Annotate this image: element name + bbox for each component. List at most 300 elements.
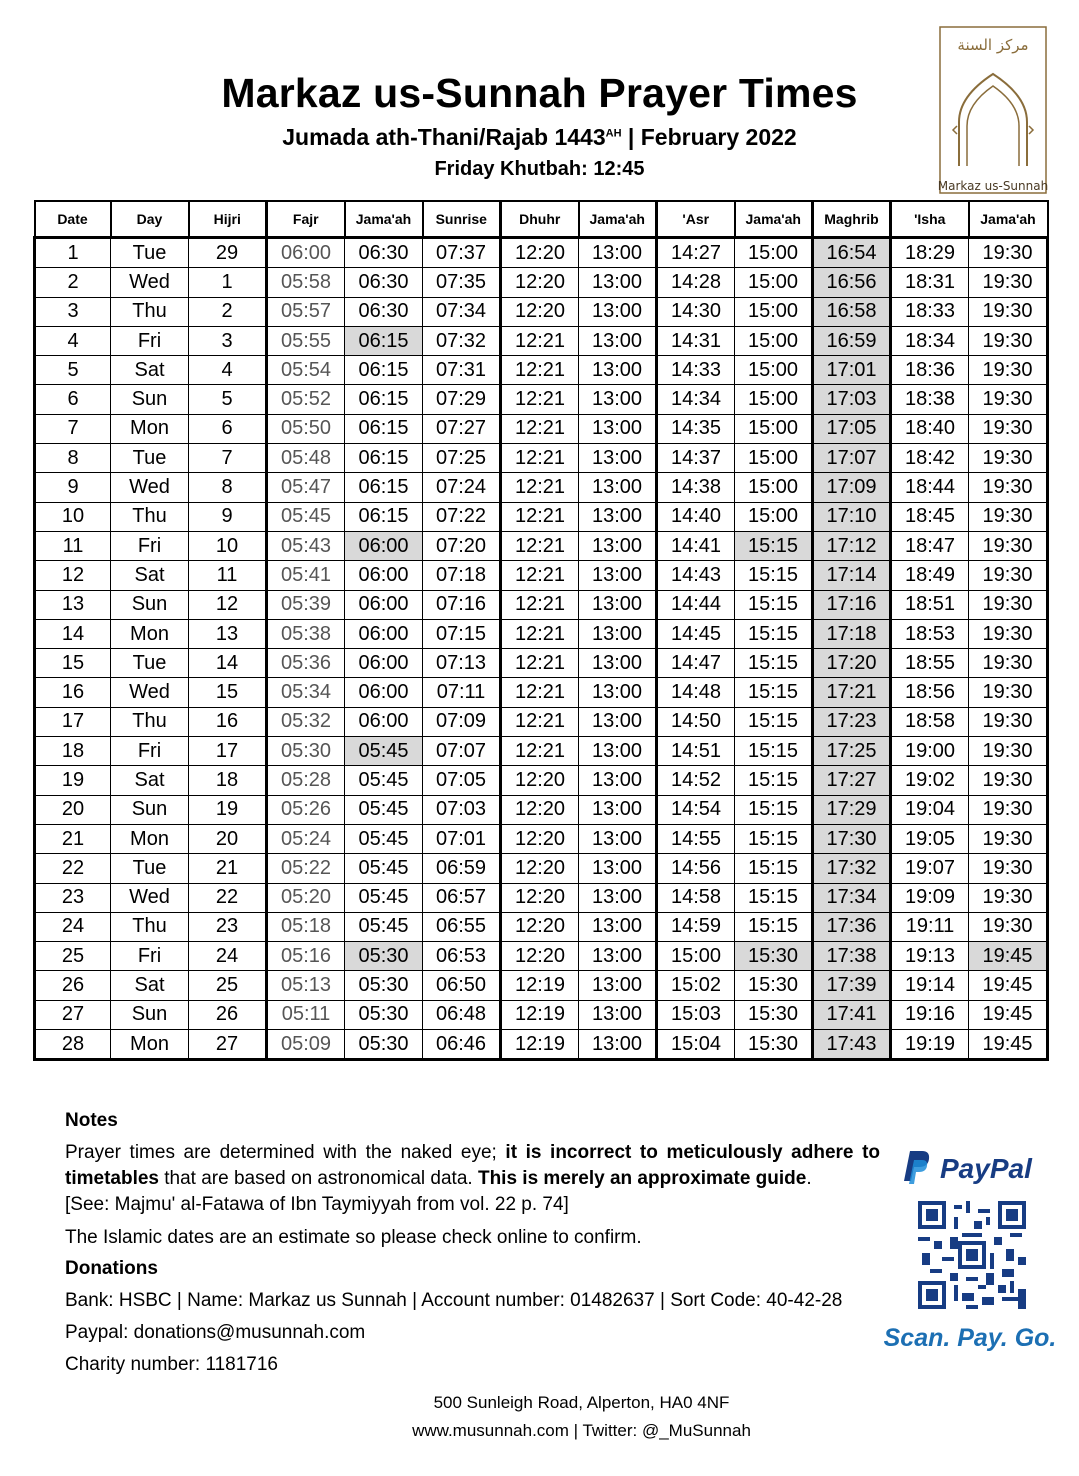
table-cell: 12:21 xyxy=(501,502,579,531)
table-cell: 05:30 xyxy=(345,1000,423,1029)
table-cell: 25 xyxy=(35,942,111,971)
table-cell: 17:18 xyxy=(813,619,891,648)
table-cell: 05:30 xyxy=(345,942,423,971)
table-cell: 19:04 xyxy=(891,795,969,824)
table-cell: 15:00 xyxy=(735,385,813,414)
table-cell: 05:30 xyxy=(345,971,423,1000)
table-cell: Tue xyxy=(111,649,189,678)
table-cell: 14:58 xyxy=(657,883,735,912)
table-cell: 19:30 xyxy=(969,444,1048,473)
table-cell: 06:00 xyxy=(345,678,423,707)
table-cell: 06:55 xyxy=(423,912,501,941)
table-cell: 7 xyxy=(189,444,267,473)
table-cell: 15:00 xyxy=(735,356,813,385)
table-cell: 05:54 xyxy=(267,356,345,385)
table-cell: 13:00 xyxy=(579,385,657,414)
table-cell: 19:45 xyxy=(969,971,1048,1000)
table-row xyxy=(35,942,1048,971)
table-cell: 07:16 xyxy=(423,590,501,619)
table-cell: 05:52 xyxy=(267,385,345,414)
donations-charity: Charity number: 1181716 xyxy=(65,1354,278,1375)
table-header-row xyxy=(35,201,1048,238)
table-cell: 06:48 xyxy=(423,1000,501,1029)
table-cell: 15:04 xyxy=(657,1030,735,1060)
table-cell: 15:30 xyxy=(735,1030,813,1060)
logo-arabic-text: مركز السنة xyxy=(957,36,1029,54)
table-cell: 19:30 xyxy=(969,619,1048,648)
table-cell: 05:09 xyxy=(267,1030,345,1060)
table-cell: 05:26 xyxy=(267,795,345,824)
table-cell: 06:00 xyxy=(267,238,345,268)
table-cell: 17:09 xyxy=(813,473,891,502)
table-cell: Tue xyxy=(111,444,189,473)
table-cell: 07:01 xyxy=(423,824,501,853)
table-cell: 06:00 xyxy=(345,531,423,560)
table-cell: 14:37 xyxy=(657,444,735,473)
table-cell: 19:05 xyxy=(891,824,969,853)
paypal-logo xyxy=(898,1147,1048,1187)
table-row xyxy=(35,502,1048,531)
table-row xyxy=(35,707,1048,736)
table-cell: 18:58 xyxy=(891,707,969,736)
table-cell: 07:18 xyxy=(423,561,501,590)
table-cell: 6 xyxy=(35,385,111,414)
table-row xyxy=(35,971,1048,1000)
table-cell: 14:27 xyxy=(657,238,735,268)
table-cell: 19:30 xyxy=(969,238,1048,268)
table-cell: 14:52 xyxy=(657,766,735,795)
table-row xyxy=(35,678,1048,707)
column-header: Date xyxy=(35,201,111,238)
table-cell: Sat xyxy=(111,561,189,590)
table-cell: 06:53 xyxy=(423,942,501,971)
footer xyxy=(0,1389,1079,1445)
column-header: Fajr xyxy=(267,201,345,238)
table-cell: 18:47 xyxy=(891,531,969,560)
table-cell: 19:45 xyxy=(969,1000,1048,1029)
table-cell: 17:34 xyxy=(813,883,891,912)
table-cell: Thu xyxy=(111,707,189,736)
table-cell: 12:20 xyxy=(501,268,579,297)
table-cell: 14:59 xyxy=(657,912,735,941)
table-cell: 05:45 xyxy=(267,502,345,531)
table-cell: 14 xyxy=(189,649,267,678)
column-header: Sunrise xyxy=(423,201,501,238)
table-cell: 14:35 xyxy=(657,414,735,443)
table-cell: 12:21 xyxy=(501,385,579,414)
table-cell: 13:00 xyxy=(579,824,657,853)
notes-text-b: it is incorrect to meticulously adhere to timetables xyxy=(65,1142,880,1189)
table-cell: 14:44 xyxy=(657,590,735,619)
donations-paypal: Paypal: donations@musunnah.com xyxy=(65,1322,366,1343)
table-cell: 05:32 xyxy=(267,707,345,736)
table-cell: Wed xyxy=(111,678,189,707)
table-row xyxy=(35,619,1048,648)
table-cell: 05:11 xyxy=(267,1000,345,1029)
table-cell: 17:36 xyxy=(813,912,891,941)
table-cell: 14:41 xyxy=(657,531,735,560)
table-cell: 13:00 xyxy=(579,297,657,326)
table-cell: 07:29 xyxy=(423,385,501,414)
table-cell: 19:02 xyxy=(891,766,969,795)
table-cell: 26 xyxy=(189,1000,267,1029)
table-cell: 19:30 xyxy=(969,824,1048,853)
table-cell: 20 xyxy=(189,824,267,853)
table-cell: 14:56 xyxy=(657,854,735,883)
column-header: Dhuhr xyxy=(501,201,579,238)
table-cell: 16 xyxy=(189,707,267,736)
table-cell: 07:34 xyxy=(423,297,501,326)
table-cell: 13:00 xyxy=(579,238,657,268)
table-cell: 26 xyxy=(35,971,111,1000)
footer-address: 500 Sunleigh Road, Alperton, HA0 4NF xyxy=(433,1393,730,1412)
table-cell: 05:18 xyxy=(267,912,345,941)
table-cell: 22 xyxy=(35,854,111,883)
table-row xyxy=(35,1000,1048,1029)
table-cell: 05:48 xyxy=(267,444,345,473)
table-cell: 17:03 xyxy=(813,385,891,414)
table-row xyxy=(35,238,1048,268)
table-row xyxy=(35,414,1048,443)
table-cell: 14:34 xyxy=(657,385,735,414)
table-cell: 07:11 xyxy=(423,678,501,707)
table-cell: 19:16 xyxy=(891,1000,969,1029)
table-cell: 06:00 xyxy=(345,619,423,648)
table-cell: 19:45 xyxy=(969,942,1048,971)
table-cell: 07:15 xyxy=(423,619,501,648)
table-cell: 14:31 xyxy=(657,326,735,355)
table-cell: 15:03 xyxy=(657,1000,735,1029)
table-cell: 05:16 xyxy=(267,942,345,971)
table-row xyxy=(35,883,1048,912)
table-cell: Fri xyxy=(111,942,189,971)
table-cell: 21 xyxy=(35,824,111,853)
table-cell: 24 xyxy=(189,942,267,971)
table-cell: 15:00 xyxy=(735,326,813,355)
table-cell: 12:20 xyxy=(501,795,579,824)
table-cell: Sun xyxy=(111,385,189,414)
table-cell: 07:20 xyxy=(423,531,501,560)
table-cell: 9 xyxy=(35,473,111,502)
table-cell: 05:58 xyxy=(267,268,345,297)
table-cell: 15:00 xyxy=(735,473,813,502)
table-cell: 07:35 xyxy=(423,268,501,297)
table-cell: 12:21 xyxy=(501,561,579,590)
table-row xyxy=(35,795,1048,824)
table-cell: Sat xyxy=(111,766,189,795)
table-cell: 12:21 xyxy=(501,326,579,355)
table-cell: 14:55 xyxy=(657,824,735,853)
table-cell: 13:00 xyxy=(579,356,657,385)
table-cell: 10 xyxy=(35,502,111,531)
table-cell: 13:00 xyxy=(579,854,657,883)
table-cell: 15:15 xyxy=(735,561,813,590)
table-cell: 15:15 xyxy=(735,766,813,795)
table-cell: 12:21 xyxy=(501,590,579,619)
table-cell: 19:30 xyxy=(969,766,1048,795)
table-cell: 05:45 xyxy=(345,824,423,853)
table-cell: Sun xyxy=(111,1000,189,1029)
table-cell: 05:36 xyxy=(267,649,345,678)
table-cell: 13:00 xyxy=(579,883,657,912)
table-cell: 19:30 xyxy=(969,268,1048,297)
table-cell: 12:21 xyxy=(501,678,579,707)
table-cell: 18:38 xyxy=(891,385,969,414)
table-cell: 8 xyxy=(35,444,111,473)
notes-section xyxy=(65,1108,880,1378)
table-cell: 06:15 xyxy=(345,326,423,355)
table-cell: 17 xyxy=(35,707,111,736)
table-cell: 5 xyxy=(35,356,111,385)
table-cell: 18:45 xyxy=(891,502,969,531)
table-cell: 2 xyxy=(35,268,111,297)
column-header: Maghrib xyxy=(813,201,891,238)
table-cell: 12:20 xyxy=(501,238,579,268)
table-cell: Fri xyxy=(111,531,189,560)
table-cell: 12:21 xyxy=(501,737,579,766)
table-cell: 13 xyxy=(35,590,111,619)
table-cell: Tue xyxy=(111,238,189,268)
table-cell: 19:09 xyxy=(891,883,969,912)
table-cell: Mon xyxy=(111,414,189,443)
page-subtitle xyxy=(0,124,1079,151)
table-cell: 19:19 xyxy=(891,1030,969,1060)
table-cell: 05:43 xyxy=(267,531,345,560)
table-cell: 05:50 xyxy=(267,414,345,443)
table-cell: 17:20 xyxy=(813,649,891,678)
table-cell: 13:00 xyxy=(579,326,657,355)
table-cell: 05:45 xyxy=(345,795,423,824)
table-cell: 14:51 xyxy=(657,737,735,766)
table-cell: 06:00 xyxy=(345,590,423,619)
table-cell: 15 xyxy=(189,678,267,707)
table-row xyxy=(35,473,1048,502)
table-cell: 19:30 xyxy=(969,707,1048,736)
table-cell: 07:24 xyxy=(423,473,501,502)
table-cell: 12:20 xyxy=(501,766,579,795)
gregorian-month: | February 2022 xyxy=(621,124,797,150)
table-row xyxy=(35,1030,1048,1060)
table-cell: 19 xyxy=(189,795,267,824)
table-cell: 13:00 xyxy=(579,1030,657,1060)
table-cell: 2 xyxy=(189,297,267,326)
table-cell: 07:31 xyxy=(423,356,501,385)
table-cell: 29 xyxy=(189,238,267,268)
table-cell: 15:15 xyxy=(735,707,813,736)
table-cell: 13:00 xyxy=(579,561,657,590)
table-cell: 12:20 xyxy=(501,912,579,941)
table-cell: Fri xyxy=(111,737,189,766)
table-cell: 7 xyxy=(35,414,111,443)
table-cell: 17:07 xyxy=(813,444,891,473)
table-cell: 12:21 xyxy=(501,356,579,385)
table-cell: 12:19 xyxy=(501,971,579,1000)
table-cell: 1 xyxy=(189,268,267,297)
table-cell: 13:00 xyxy=(579,590,657,619)
table-row xyxy=(35,854,1048,883)
table-cell: 05:22 xyxy=(267,854,345,883)
table-cell: Thu xyxy=(111,502,189,531)
table-cell: 14:30 xyxy=(657,297,735,326)
paypal-text: PayPal xyxy=(940,1153,1032,1184)
column-header: Jama'ah xyxy=(735,201,813,238)
table-cell: 8 xyxy=(189,473,267,502)
table-cell: 19:14 xyxy=(891,971,969,1000)
table-cell: 19:30 xyxy=(969,561,1048,590)
table-cell: 17:05 xyxy=(813,414,891,443)
table-cell: 17:01 xyxy=(813,356,891,385)
column-header: 'Isha xyxy=(891,201,969,238)
table-cell: 18:55 xyxy=(891,649,969,678)
table-cell: 15:00 xyxy=(735,268,813,297)
table-row xyxy=(35,356,1048,385)
table-cell: 19:30 xyxy=(969,326,1048,355)
table-cell: 18 xyxy=(189,766,267,795)
table-cell: 05:47 xyxy=(267,473,345,502)
table-cell: 05:45 xyxy=(345,854,423,883)
table-cell: 14:38 xyxy=(657,473,735,502)
table-cell: 23 xyxy=(35,883,111,912)
table-cell: 18:42 xyxy=(891,444,969,473)
table-cell: Wed xyxy=(111,473,189,502)
table-cell: 15:00 xyxy=(735,297,813,326)
table-cell: 16:56 xyxy=(813,268,891,297)
table-cell: 14:40 xyxy=(657,502,735,531)
table-cell: 19:30 xyxy=(969,356,1048,385)
table-cell: 17:29 xyxy=(813,795,891,824)
table-cell: 07:37 xyxy=(423,238,501,268)
table-cell: 15:02 xyxy=(657,971,735,1000)
table-row xyxy=(35,824,1048,853)
table-cell: Wed xyxy=(111,268,189,297)
table-cell: 17:39 xyxy=(813,971,891,1000)
table-cell: 15:15 xyxy=(735,883,813,912)
table-cell: 19:11 xyxy=(891,912,969,941)
table-cell: 13:00 xyxy=(579,414,657,443)
table-cell: 12:19 xyxy=(501,1030,579,1060)
table-cell: 06:46 xyxy=(423,1030,501,1060)
table-cell: 07:03 xyxy=(423,795,501,824)
donations-heading: Donations xyxy=(65,1258,158,1279)
table-cell: 15:15 xyxy=(735,795,813,824)
table-cell: 05:41 xyxy=(267,561,345,590)
column-header: Jama'ah xyxy=(579,201,657,238)
table-cell: 14:50 xyxy=(657,707,735,736)
table-cell: 13:00 xyxy=(579,473,657,502)
table-cell: 13:00 xyxy=(579,649,657,678)
table-cell: 17:25 xyxy=(813,737,891,766)
table-cell: 14:54 xyxy=(657,795,735,824)
table-cell: Sun xyxy=(111,795,189,824)
table-cell: 11 xyxy=(189,561,267,590)
table-cell: 13:00 xyxy=(579,444,657,473)
table-cell: 19:13 xyxy=(891,942,969,971)
table-cell: Tue xyxy=(111,854,189,883)
table-cell: 19:30 xyxy=(969,795,1048,824)
table-cell: 14:43 xyxy=(657,561,735,590)
table-cell: 15:00 xyxy=(657,942,735,971)
table-cell: 17:32 xyxy=(813,854,891,883)
table-cell: 13:00 xyxy=(579,1000,657,1029)
table-cell: 15:15 xyxy=(735,531,813,560)
table-cell: 06:15 xyxy=(345,385,423,414)
table-cell: 18:56 xyxy=(891,678,969,707)
table-cell: 24 xyxy=(35,912,111,941)
table-cell: 18:29 xyxy=(891,238,969,268)
table-cell: 10 xyxy=(189,531,267,560)
table-cell: 13:00 xyxy=(579,766,657,795)
page-title: Markaz us-Sunnah Prayer Times xyxy=(221,70,858,116)
table-cell: 12:21 xyxy=(501,707,579,736)
table-cell: 07:32 xyxy=(423,326,501,355)
table-cell: 12:21 xyxy=(501,444,579,473)
table-cell: 12:20 xyxy=(501,824,579,853)
table-cell: 13:00 xyxy=(579,942,657,971)
table-cell: 19:07 xyxy=(891,854,969,883)
qr-code xyxy=(918,1201,1026,1309)
table-cell: 13:00 xyxy=(579,707,657,736)
table-cell: 3 xyxy=(35,297,111,326)
table-cell: 07:22 xyxy=(423,502,501,531)
column-header: Jama'ah xyxy=(969,201,1048,238)
table-row xyxy=(35,766,1048,795)
table-cell: 05:39 xyxy=(267,590,345,619)
table-cell: 05:45 xyxy=(345,912,423,941)
table-cell: 18 xyxy=(35,737,111,766)
table-cell: 12 xyxy=(189,590,267,619)
table-cell: 18:33 xyxy=(891,297,969,326)
table-cell: 05:45 xyxy=(345,883,423,912)
table-cell: 17:43 xyxy=(813,1030,891,1060)
table-cell: 15:30 xyxy=(735,1000,813,1029)
table-row xyxy=(35,649,1048,678)
table-cell: 19:30 xyxy=(969,649,1048,678)
table-cell: 17:23 xyxy=(813,707,891,736)
table-cell: Sat xyxy=(111,971,189,1000)
table-cell: 06:00 xyxy=(345,561,423,590)
table-cell: 07:25 xyxy=(423,444,501,473)
table-cell: 19:30 xyxy=(969,854,1048,883)
table-cell: 5 xyxy=(189,385,267,414)
table-cell: 06:00 xyxy=(345,707,423,736)
table-cell: 19:30 xyxy=(969,531,1048,560)
table-cell: 17:41 xyxy=(813,1000,891,1029)
table-cell: 05:55 xyxy=(267,326,345,355)
table-cell: 19:30 xyxy=(969,385,1048,414)
table-row xyxy=(35,531,1048,560)
table-cell: 06:15 xyxy=(345,356,423,385)
notes-reference: [See: Majmu' al-Fatawa of Ibn Taymiyyah from vol. 22 p. 74] xyxy=(65,1194,569,1215)
table-row xyxy=(35,326,1048,355)
table-cell: 13 xyxy=(189,619,267,648)
table-cell: 4 xyxy=(35,326,111,355)
notes-text-e: . xyxy=(806,1168,812,1189)
table-cell: 06:30 xyxy=(345,297,423,326)
prayer-times-table xyxy=(33,200,1049,1061)
table-cell: 15:15 xyxy=(735,824,813,853)
table-cell: 06:15 xyxy=(345,473,423,502)
table-cell: 15:15 xyxy=(735,619,813,648)
table-cell: 06:30 xyxy=(345,238,423,268)
table-cell: 13:00 xyxy=(579,502,657,531)
table-cell: 12:21 xyxy=(501,531,579,560)
table-cell: 15:15 xyxy=(735,590,813,619)
table-cell: 13:00 xyxy=(579,678,657,707)
table-cell: 15:00 xyxy=(735,414,813,443)
table-cell: 17:27 xyxy=(813,766,891,795)
table-row xyxy=(35,561,1048,590)
table-cell: 07:09 xyxy=(423,707,501,736)
